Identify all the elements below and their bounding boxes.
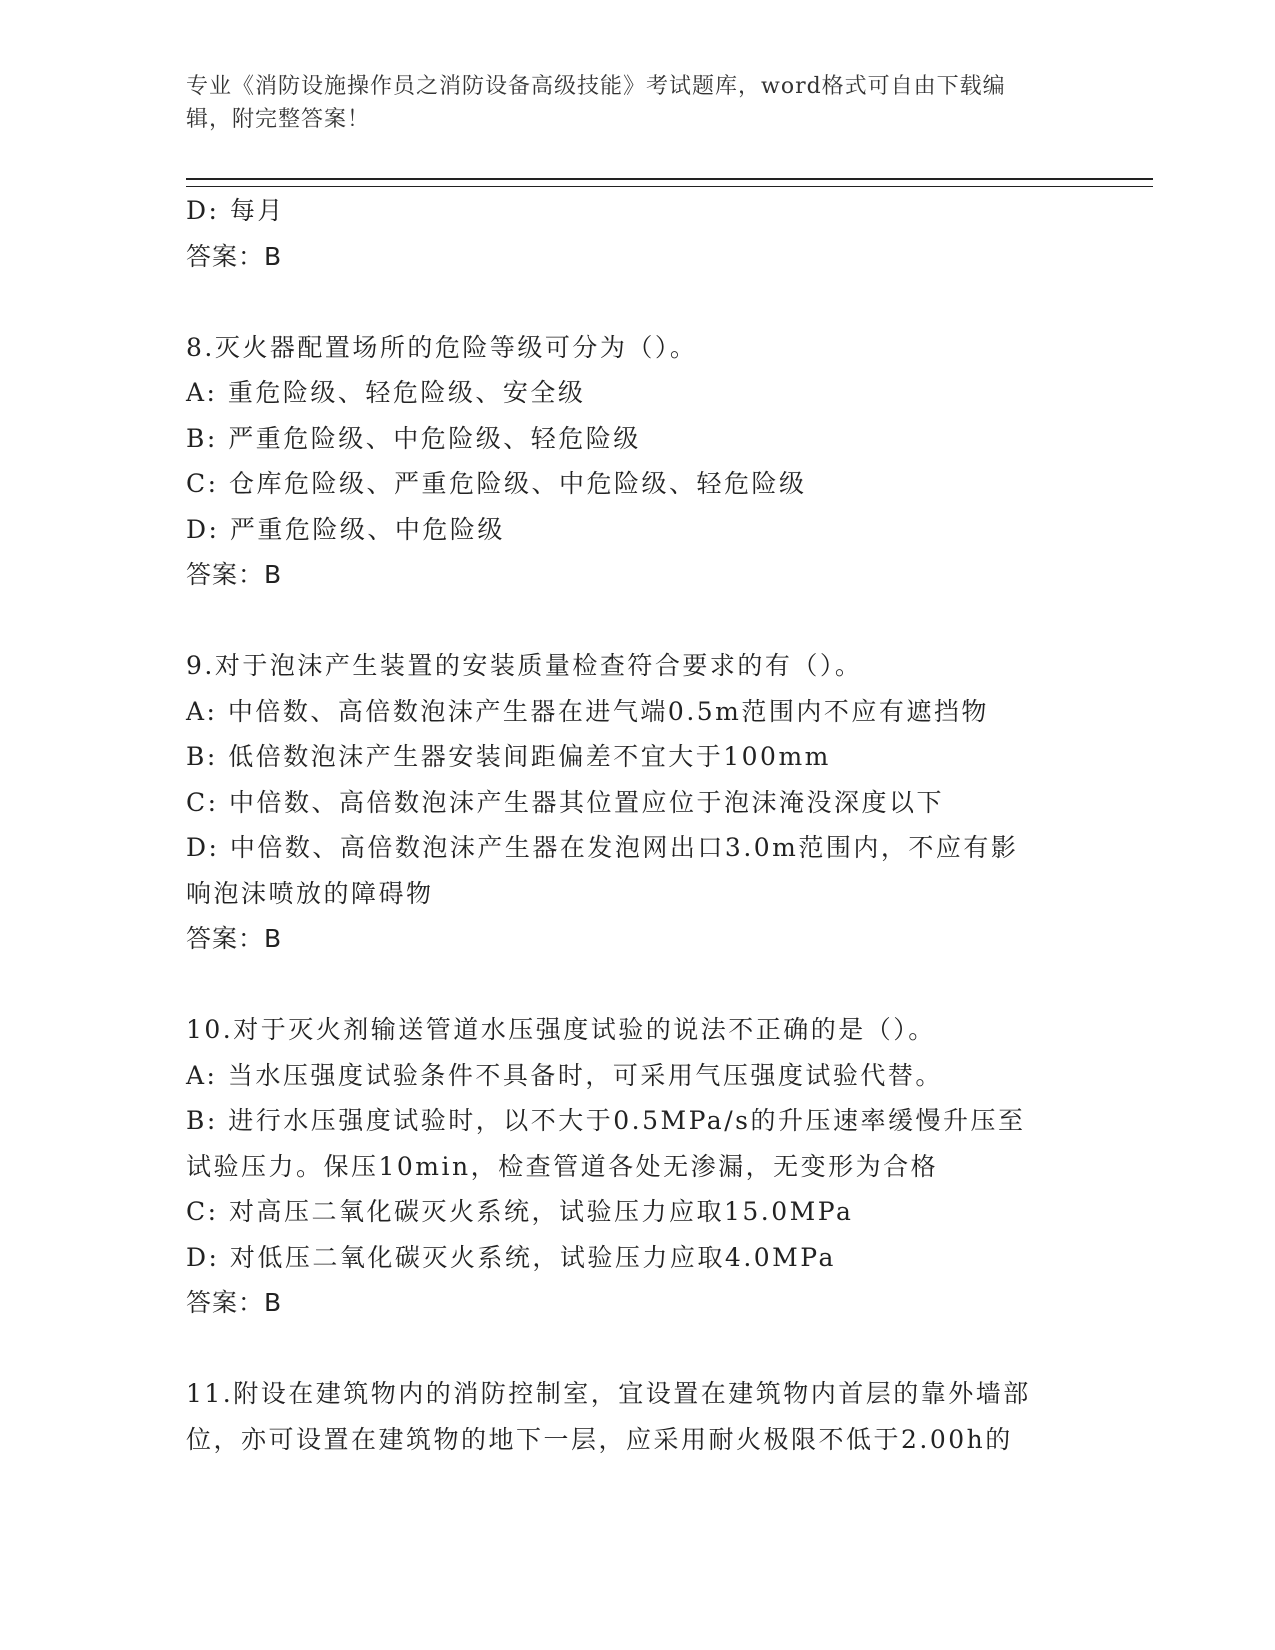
question-list bbox=[186, 188, 1086, 1462]
option-d: D: 严重危险级、中危险级 bbox=[186, 514, 505, 544]
option-c: C: 对高压二氧化碳灭火系统，试验压力应取15.0MPa bbox=[186, 1197, 854, 1226]
option-b: B: 低倍数泡沫产生器安装间距偏差不宜大于100mm bbox=[186, 742, 831, 771]
spacer bbox=[186, 279, 1086, 325]
question-9 bbox=[186, 643, 1086, 962]
header-divider bbox=[186, 178, 1153, 187]
answer: 答案：B bbox=[186, 241, 283, 271]
answer: 答案：B bbox=[186, 1288, 283, 1317]
option-d: D: 中倍数、高倍数泡沫产生器在发泡网出口3.0m范围内，不应有影 bbox=[186, 833, 1019, 862]
option-d: D: 每月 bbox=[186, 196, 285, 225]
question-stem-continued: 位，亦可设置在建筑物的地下一层，应采用耐火极限不低于2.00h的 bbox=[186, 1424, 1013, 1454]
option-c: C: 中倍数、高倍数泡沫产生器其位置应位于泡沫淹没深度以下 bbox=[186, 787, 945, 817]
spacer bbox=[186, 598, 1086, 644]
spacer bbox=[186, 962, 1086, 1008]
option-b: B: 进行水压强度试验时，以不大于0.5MPa/s的升压速率缓慢升压至 bbox=[186, 1106, 1026, 1135]
question-11 bbox=[186, 1371, 1086, 1462]
question-7-tail bbox=[186, 188, 1086, 279]
question-stem: 9.对于泡沫产生装置的安装质量检查符合要求的有（）。 bbox=[186, 651, 863, 680]
option-a: A: 重危险级、轻危险级、安全级 bbox=[186, 378, 586, 407]
question-stem: 11.附设在建筑物内的消防控制室，宜设置在建筑物内首层的靠外墙部 bbox=[186, 1379, 1031, 1408]
page-header bbox=[186, 70, 1086, 136]
spacer bbox=[186, 1326, 1086, 1372]
option-a: A: 当水压强度试验条件不具备时，可采用气压强度试验代替。 bbox=[186, 1060, 943, 1090]
question-10 bbox=[186, 1007, 1086, 1326]
question-stem: 10.对于灭火剂输送管道水压强度试验的说法不正确的是（）。 bbox=[186, 1015, 936, 1044]
answer: 答案：B bbox=[186, 560, 283, 589]
option-d: D: 对低压二氧化碳灭火系统，试验压力应取4.0MPa bbox=[186, 1242, 836, 1272]
question-8 bbox=[186, 325, 1086, 598]
option-a: A: 中倍数、高倍数泡沫产生器在进气端0.5m范围内不应有遮挡物 bbox=[186, 696, 989, 726]
option-c: C: 仓库危险级、严重危险级、中危险级、轻危险级 bbox=[186, 469, 807, 498]
option-b: B: 严重危险级、中危险级、轻危险级 bbox=[186, 423, 641, 453]
header-line-1: 专业《消防设施操作员之消防设备高级技能》考试题库，word格式可自由下载编 bbox=[186, 74, 1006, 99]
answer: 答案：B bbox=[186, 924, 283, 953]
option-b-continued: 试验压力。保压10min，检查管道各处无渗漏，无变形为合格 bbox=[186, 1151, 939, 1181]
option-d-continued: 响泡沫喷放的障碍物 bbox=[186, 878, 434, 908]
question-stem: 8.灭火器配置场所的危险等级可分为（）。 bbox=[186, 332, 698, 362]
header-line-2: 辑，附完整答案！ bbox=[186, 107, 371, 132]
